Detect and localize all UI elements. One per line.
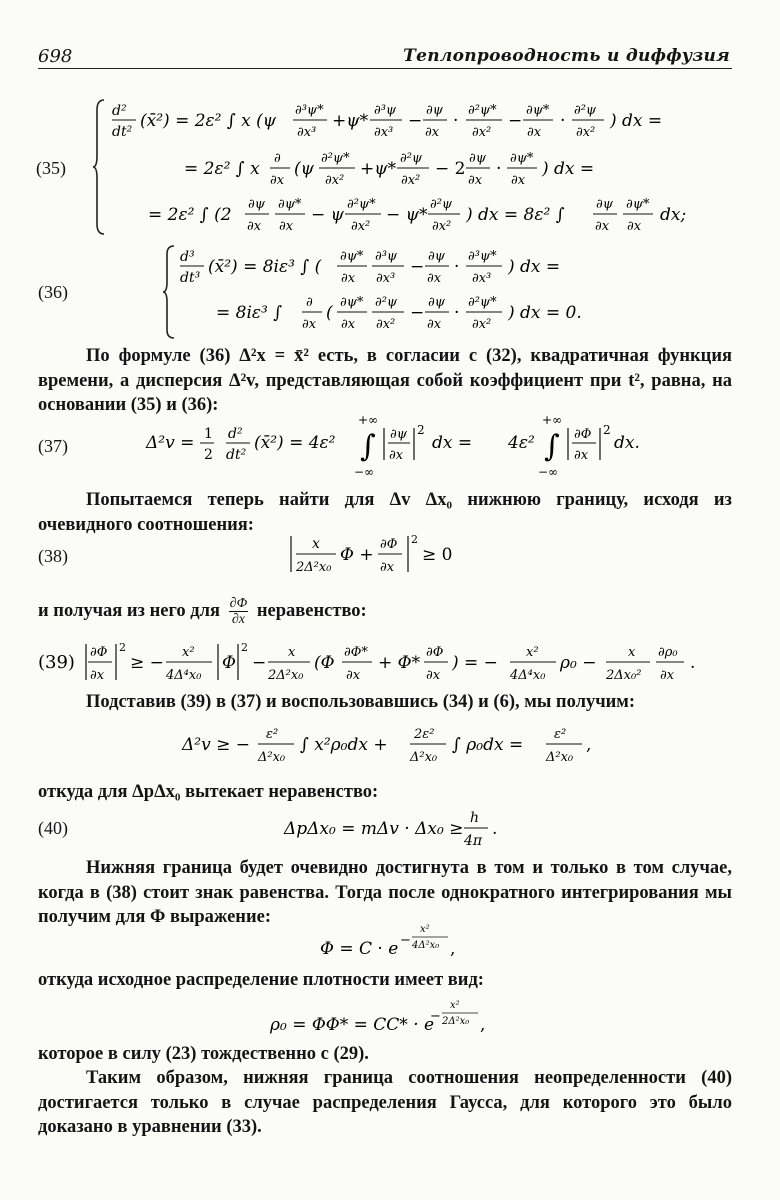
svg-text:4ε²: 4ε²: [508, 433, 535, 453]
paragraph-4: Подставив (39) в (37) и воспользовавшись (34) и (6), мы получим:: [86, 692, 636, 712]
equation-phi: [320, 920, 480, 973]
svg-text:∂ψ: ∂ψ: [390, 427, 407, 442]
svg-text:) dx = 0.: ) dx = 0.: [508, 303, 582, 323]
equation-40-render: [284, 804, 514, 852]
equation-36-line-1: [180, 244, 600, 293]
svg-text:x²: x²: [450, 1000, 460, 1011]
page-number: 698: [38, 46, 73, 67]
svg-text:2: 2: [241, 641, 248, 654]
svg-text:∂ψ: ∂ψ: [428, 249, 445, 264]
svg-text:∂x²: ∂x²: [401, 173, 421, 188]
equation-35-line-3-render: [148, 192, 708, 236]
paragraph-2: Попытаемся теперь найти для Δv Δx₀ нижнюю границу, исходя из очевидного соотношения:: [38, 490, 732, 535]
svg-text:−: −: [410, 257, 425, 277]
svg-text:∂x: ∂x: [425, 125, 440, 140]
equation-number-40: (40): [38, 818, 68, 838]
svg-text:2Δ²x₀: 2Δ²x₀: [296, 560, 332, 575]
svg-text:x: x: [628, 645, 636, 660]
svg-text:∂³ψ: ∂³ψ: [375, 249, 398, 264]
svg-text:(ψ: (ψ: [294, 159, 314, 179]
svg-text:d³: d³: [180, 249, 195, 265]
svg-text:∂x³: ∂x³: [472, 271, 492, 286]
svg-text:− ψ: − ψ: [311, 205, 344, 225]
svg-text:2Δ²x₀: 2Δ²x₀: [268, 668, 304, 683]
svg-text:) dx =: ) dx =: [508, 257, 561, 277]
svg-text:∂²ψ*: ∂²ψ*: [347, 197, 376, 212]
equation-38-render: [288, 530, 488, 578]
equation-number-39: (39): [38, 652, 75, 673]
svg-text:1: 1: [204, 426, 213, 442]
paragraph-7: откуда исходное распределение плотности имеет вид:: [38, 970, 484, 990]
svg-text:∂³ψ*: ∂³ψ*: [295, 103, 324, 118]
svg-text:∂ψ*: ∂ψ*: [340, 249, 364, 264]
svg-text:∂ψ: ∂ψ: [248, 197, 265, 212]
equation-38: [288, 530, 488, 583]
svg-text:·: ·: [453, 111, 459, 131]
svg-text:(x̄²) = 8iε³ ∫ (: (x̄²) = 8iε³ ∫ (: [208, 257, 322, 277]
svg-text:∂x: ∂x: [270, 173, 285, 188]
svg-text:∂x: ∂x: [380, 560, 395, 575]
svg-text:·: ·: [454, 257, 460, 277]
svg-text:4π: 4π: [464, 833, 483, 849]
svg-text:d²: d²: [228, 426, 243, 442]
svg-text:,: ,: [480, 1015, 486, 1035]
paragraph-5: откуда для ΔpΔx₀ вытекает неравенство:: [38, 782, 379, 802]
svg-text:x: x: [312, 536, 320, 552]
svg-text:(: (: [326, 303, 333, 323]
svg-text:ε²: ε²: [266, 727, 279, 742]
svg-text:x²: x²: [420, 924, 430, 935]
svg-text:∂x: ∂x: [468, 173, 483, 188]
svg-text:−: −: [400, 933, 411, 948]
svg-text:∂x²: ∂x²: [472, 317, 492, 332]
svg-text:Φ = C · e: Φ = C · e: [320, 939, 399, 959]
svg-text:∂ψ: ∂ψ: [469, 151, 486, 166]
equation-35-line-1-render: [112, 98, 712, 142]
svg-text:∂x²: ∂x²: [376, 317, 396, 332]
inline-fraction-dphi-dx: $\frac{\partial\Phi}{\partial x}$: [229, 596, 248, 627]
equation-phi-render: [320, 920, 480, 968]
svg-text:∂ψ*: ∂ψ*: [340, 295, 364, 310]
equation-39: [38, 638, 728, 691]
svg-text:Φ +: Φ +: [340, 545, 374, 565]
svg-text:(x̄²) = 4ε²: (x̄²) = 4ε²: [254, 433, 336, 453]
page-header: [38, 46, 732, 69]
svg-text:= 8iε³ ∫: = 8iε³ ∫: [216, 303, 283, 323]
svg-text:4Δ²x₀: 4Δ²x₀: [412, 940, 440, 951]
svg-text:∂²ψ: ∂²ψ: [574, 103, 597, 118]
svg-text:∂ψ*: ∂ψ*: [626, 197, 650, 212]
svg-text:= 2ε² ∫ (2: = 2ε² ∫ (2: [148, 205, 232, 225]
svg-text:∂x: ∂x: [427, 271, 442, 286]
svg-text:+ψ*: +ψ*: [332, 111, 369, 131]
equation-36-line-2-render: [216, 290, 616, 334]
equation-36-line-1-render: [180, 244, 600, 288]
svg-text:Δ²x₀: Δ²x₀: [410, 750, 438, 765]
svg-text:∂x: ∂x: [427, 317, 442, 332]
paragraph-6: Нижняя граница будет очевидно достигнута в том и только в том случае, когда в (38) стоит знак равенства. Тогда после однократного интегрирования мы получим для Φ выражение:: [38, 858, 732, 927]
svg-text:dt²: dt²: [226, 447, 247, 463]
equation-35-line-1: [112, 98, 712, 147]
svg-text:∂: ∂: [306, 295, 313, 310]
brace-36: [162, 244, 176, 340]
equation-37: [146, 414, 666, 483]
svg-text:∂x²: ∂x²: [325, 173, 345, 188]
equation-37-render: [146, 414, 666, 478]
svg-text:∫: ∫: [544, 429, 560, 464]
running-title: Теплопроводность и диффузия: [403, 46, 730, 66]
svg-text:∂Φ*: ∂Φ*: [344, 645, 368, 660]
svg-text:∂x²: ∂x²: [576, 125, 596, 140]
svg-text:2Δ²x₀: 2Δ²x₀: [442, 1016, 470, 1027]
svg-text:ρ₀ = ΦΦ* = CC* · e: ρ₀ = ΦΦ* = CC* · e: [270, 1015, 435, 1035]
svg-text:2: 2: [204, 447, 213, 463]
svg-text:,: ,: [586, 735, 592, 755]
svg-text:∂²ψ*: ∂²ψ*: [321, 151, 350, 166]
svg-text:∂x³: ∂x³: [374, 125, 394, 140]
svg-text:4Δ⁴x₀: 4Δ⁴x₀: [510, 668, 546, 683]
svg-text:2: 2: [603, 423, 611, 437]
svg-text:dx =: dx =: [432, 433, 473, 453]
svg-text:Δ²v =: Δ²v =: [146, 433, 195, 453]
svg-text:∂³ψ*: ∂³ψ*: [468, 249, 497, 264]
equation-35-line-2: [184, 146, 654, 195]
svg-text:2ε²: 2ε²: [414, 727, 435, 742]
svg-text:2: 2: [411, 533, 418, 546]
svg-text:∂x²: ∂x²: [472, 125, 492, 140]
svg-text:dx;: dx;: [660, 205, 687, 225]
svg-text:x²: x²: [526, 645, 539, 660]
svg-text:·: ·: [560, 111, 566, 131]
svg-text:∂x²: ∂x²: [432, 219, 452, 234]
paragraph-1: По формуле (36) Δ²x = x̄² есть, в согласии с (32), квадратичная функция времени, а дисперсия Δ²v, представляющая собой коэффициент при t², равна, на основании (35) и (36):: [38, 346, 732, 415]
svg-text:Δ²x₀: Δ²x₀: [258, 750, 286, 765]
svg-text:−: −: [408, 111, 423, 131]
svg-text:∂x: ∂x: [527, 125, 542, 140]
svg-text:) = −: ) = −: [452, 653, 498, 673]
svg-text:∂x³: ∂x³: [297, 125, 317, 140]
svg-text:−: −: [508, 111, 523, 131]
svg-text:∂²ψ*: ∂²ψ*: [468, 295, 497, 310]
svg-text:∂²ψ: ∂²ψ: [400, 151, 423, 166]
svg-text:∂x: ∂x: [341, 271, 356, 286]
equation-number-37: (37): [38, 436, 68, 456]
svg-text:∫ x²ρ₀dx +: ∫ x²ρ₀dx +: [300, 735, 388, 755]
svg-text:) dx =: ) dx =: [610, 111, 663, 131]
svg-text:ρ₀ −: ρ₀ −: [560, 653, 597, 673]
svg-text:+ Φ*: + Φ*: [378, 653, 421, 673]
svg-text:dt³: dt³: [180, 270, 201, 286]
svg-text:h: h: [470, 810, 480, 826]
svg-text:+ψ*: +ψ*: [360, 159, 397, 179]
svg-text:≥ 0: ≥ 0: [422, 545, 453, 565]
svg-text:Δ²v ≥ −: Δ²v ≥ −: [182, 735, 250, 755]
equation-number-35: (35): [36, 158, 66, 178]
equation-36-line-2: [216, 290, 616, 339]
svg-text:−: −: [252, 653, 267, 673]
svg-text:= 2ε² ∫ x: = 2ε² ∫ x: [184, 159, 260, 179]
svg-text:+∞: +∞: [542, 413, 563, 427]
equation-number-36: (36): [38, 282, 68, 302]
svg-text:∂x³: ∂x³: [376, 271, 396, 286]
svg-text:.: .: [492, 819, 498, 839]
svg-text:≥ −: ≥ −: [130, 653, 164, 673]
svg-text:dx.: dx.: [614, 433, 640, 453]
svg-text:∂x: ∂x: [247, 219, 262, 234]
svg-text:·: ·: [496, 159, 502, 179]
svg-text:∂ψ*: ∂ψ*: [278, 197, 302, 212]
svg-text:∂: ∂: [274, 151, 281, 166]
svg-text:∂x: ∂x: [511, 173, 526, 188]
svg-text:− 2: − 2: [435, 159, 466, 179]
svg-text:∂x: ∂x: [346, 668, 361, 683]
paragraph-3-after: неравенство:: [256, 600, 367, 621]
svg-text:∂x: ∂x: [389, 448, 404, 463]
svg-text:.: .: [690, 653, 696, 673]
svg-text:dt²: dt²: [112, 124, 133, 140]
svg-text:∂ψ: ∂ψ: [426, 103, 443, 118]
equation-35-line-3: [148, 192, 708, 241]
svg-text:∂ψ*: ∂ψ*: [526, 103, 550, 118]
svg-text:∫: ∫: [360, 429, 376, 464]
svg-text:∂³ψ: ∂³ψ: [374, 103, 397, 118]
equation-unnumbered-1-render: [182, 720, 612, 768]
svg-text:(Φ: (Φ: [314, 653, 335, 673]
paragraph-3-before: и получая из него для: [38, 600, 221, 621]
svg-text:∂x: ∂x: [302, 317, 317, 332]
svg-text:∫ ρ₀dx =: ∫ ρ₀dx =: [452, 735, 524, 755]
svg-text:x²: x²: [182, 645, 195, 660]
svg-text:Δ²x₀: Δ²x₀: [546, 750, 574, 765]
svg-text:2: 2: [417, 423, 425, 437]
svg-text:x: x: [288, 645, 296, 660]
equation-40: [284, 804, 514, 857]
svg-text:∂x: ∂x: [595, 219, 610, 234]
equation-39-render: [38, 638, 728, 686]
svg-text:∂x: ∂x: [279, 219, 294, 234]
svg-text:∂ψ: ∂ψ: [428, 295, 445, 310]
equation-unnumbered-1: [182, 720, 612, 773]
svg-text:) dx =: ) dx =: [542, 159, 595, 179]
equation-rho-render: [270, 996, 500, 1044]
svg-text:−∞: −∞: [538, 465, 559, 479]
svg-text:) dx = 8ε² ∫: ) dx = 8ε² ∫: [466, 205, 565, 225]
svg-text:·: ·: [454, 303, 460, 323]
svg-text:Φ: Φ: [222, 653, 236, 673]
svg-text:∂²ψ: ∂²ψ: [430, 197, 453, 212]
paragraph-9: Таким образом, нижняя граница соотношения неопределенности (40) достигается только в случае распределения Гаусса, для которого это было доказано в уравнении (33).: [38, 1068, 732, 1137]
svg-text:−: −: [410, 303, 425, 323]
svg-text:∂x²: ∂x²: [351, 219, 371, 234]
svg-text:2Δx₀²: 2Δx₀²: [606, 668, 642, 683]
svg-text:∂Φ: ∂Φ: [90, 645, 108, 660]
svg-text:,: ,: [450, 939, 456, 959]
svg-text:− ψ*: − ψ*: [386, 205, 428, 225]
svg-text:∂Φ: ∂Φ: [426, 645, 444, 660]
svg-text:4Δ⁴x₀: 4Δ⁴x₀: [166, 668, 202, 683]
svg-text:+∞: +∞: [358, 413, 379, 427]
equation-35-line-2-render: [184, 146, 654, 190]
svg-text:∂x: ∂x: [90, 668, 105, 683]
svg-text:ΔpΔx₀ = mΔv · Δx₀ ≥: ΔpΔx₀ = mΔv · Δx₀ ≥: [284, 819, 464, 839]
brace-35: [92, 98, 106, 236]
svg-text:d²: d²: [112, 103, 127, 119]
paragraph-3: [38, 596, 732, 626]
svg-text:∂²ψ: ∂²ψ: [375, 295, 398, 310]
svg-text:∂²ψ*: ∂²ψ*: [468, 103, 497, 118]
svg-text:∂Φ: ∂Φ: [574, 427, 592, 442]
svg-text:2: 2: [119, 641, 126, 654]
svg-text:−: −: [430, 1009, 441, 1024]
svg-text:∂x: ∂x: [574, 448, 589, 463]
svg-text:∂ψ: ∂ψ: [596, 197, 613, 212]
equation-number-38: (38): [38, 546, 68, 566]
svg-text:−∞: −∞: [354, 465, 375, 479]
paragraph-8: которое в силу (23) тождественно с (29).: [38, 1044, 369, 1064]
svg-text:∂Φ: ∂Φ: [380, 537, 398, 552]
svg-text:(x̄²) = 2ε² ∫ x (ψ: (x̄²) = 2ε² ∫ x (ψ: [140, 111, 277, 131]
svg-text:∂ψ*: ∂ψ*: [510, 151, 534, 166]
svg-text:ε²: ε²: [554, 727, 567, 742]
svg-text:∂x: ∂x: [341, 317, 356, 332]
svg-text:∂x: ∂x: [660, 668, 675, 683]
svg-text:∂ρ₀: ∂ρ₀: [658, 645, 678, 660]
svg-text:∂x: ∂x: [627, 219, 642, 234]
svg-text:∂x: ∂x: [426, 668, 441, 683]
